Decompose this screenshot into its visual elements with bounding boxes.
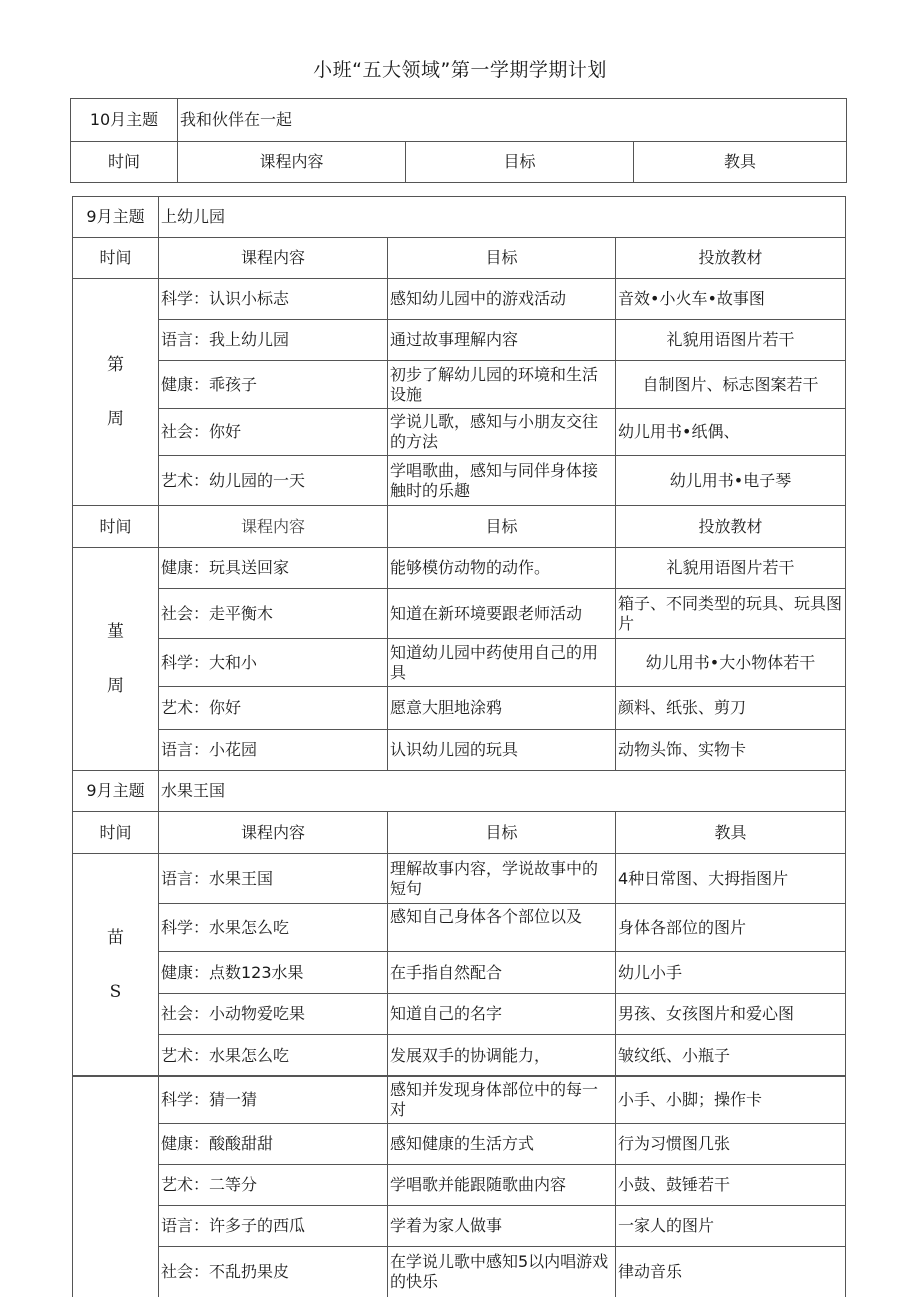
- course-cell: 语言：许多子的西瓜: [159, 1206, 388, 1247]
- goal-cell: 感知健康的生活方式: [388, 1124, 616, 1165]
- material-cell: 颜料、纸张、剪刀: [616, 687, 846, 730]
- material-cell: 一家人的图片: [616, 1206, 846, 1247]
- course-cell: 科学：大和小: [159, 639, 388, 687]
- course-cell: 语言：水果王国: [159, 854, 388, 904]
- material-cell: 幼儿小手: [616, 952, 846, 994]
- course-cell: 健康：酸酸甜甜: [159, 1124, 388, 1165]
- october-theme-table: [70, 98, 847, 183]
- course-cell: 社会：不乱扔果皮: [159, 1247, 388, 1297]
- theme-value: 上幼儿园: [159, 197, 846, 238]
- header-course: 课程内容: [178, 142, 406, 183]
- goal-cell: 初步了解幼儿园的环境和生活设施: [388, 361, 616, 409]
- theme-label: 9月主题: [73, 197, 159, 238]
- theme-label: 10月主题: [71, 99, 178, 142]
- week-label: [73, 279, 159, 506]
- material-cell: 4种日常图、大拇指图片: [616, 854, 846, 904]
- header-goal: 目标: [388, 238, 616, 279]
- material-cell: 幼儿用书•大小物体若干: [616, 639, 846, 687]
- goal-cell: 感知并发现身体部位中的每一对: [388, 1076, 616, 1124]
- header-material: 投放教材: [616, 238, 846, 279]
- course-cell: 健康：玩具送回家: [159, 548, 388, 589]
- header-course: 课程内容: [159, 238, 388, 279]
- page-title: 小班“五大领域”第一学期学期计划: [313, 59, 607, 81]
- goal-cell: 感知幼儿园中的游戏活动: [388, 279, 616, 320]
- goal-cell: 认识幼儿园的玩具: [388, 730, 616, 771]
- header-material: 教具: [634, 142, 847, 183]
- goal-cell: 理解故事内容，学说故事中的短句: [388, 854, 616, 904]
- course-cell: 健康：乖孩子: [159, 361, 388, 409]
- goal-cell: 知道在新环境要跟老师活动: [388, 589, 616, 639]
- material-cell: 箱子、不同类型的玩具、玩具图片: [616, 589, 846, 639]
- material-cell: 礼貌用语图片若干: [616, 548, 846, 589]
- material-cell: 男孩、女孩图片和爱心图: [616, 994, 846, 1035]
- goal-cell: 通过故事理解内容: [388, 320, 616, 361]
- header-material: 投放教材: [616, 506, 846, 548]
- material-cell: 小鼓、鼓锤若干: [616, 1165, 846, 1206]
- header-time: 时间: [73, 238, 159, 279]
- course-cell: 科学：水果怎么吃: [159, 904, 388, 952]
- course-cell: 社会：你好: [159, 409, 388, 456]
- week-label-bottom: 周: [107, 409, 124, 429]
- week-label-top: 堇: [107, 622, 124, 642]
- course-cell: 科学：猜一猜: [159, 1076, 388, 1124]
- goal-cell: 在手指自然配合: [388, 952, 616, 994]
- week-label-bottom: S: [109, 982, 122, 1002]
- goal-cell: 在学说儿歌中感知5以内唱游戏的快乐: [388, 1247, 616, 1297]
- header-goal: 目标: [388, 506, 616, 548]
- material-cell: 自制图片、标志图案若干: [616, 361, 846, 409]
- goal-cell: 学着为家人做事: [388, 1206, 616, 1247]
- material-cell: 小手、小脚；操作卡: [616, 1076, 846, 1124]
- header-course: 课程内容: [159, 812, 388, 854]
- goal-cell: 发展双手的协调能力，: [388, 1035, 616, 1077]
- course-cell: 艺术：水果怎么吃: [159, 1035, 388, 1077]
- goal-cell: 学唱歌曲，感知与同伴身体接触时的乐趣: [388, 456, 616, 506]
- header-time: 时间: [73, 812, 159, 854]
- header-time: 时间: [71, 142, 178, 183]
- course-cell: 社会：小动物爱吃果: [159, 994, 388, 1035]
- course-cell: 社会：走平衡木: [159, 589, 388, 639]
- goal-cell: 知道自己的名字: [388, 994, 616, 1035]
- header-time: 时间: [73, 506, 159, 548]
- goal-cell: 知道幼儿园中药使用自己的用具: [388, 639, 616, 687]
- material-cell: 律动音乐: [616, 1247, 846, 1297]
- course-cell: 科学：认识小标志: [159, 279, 388, 320]
- goal-cell: 能够模仿动物的动作。: [388, 548, 616, 589]
- plan-table: [72, 196, 846, 1077]
- week-label-bottom: 周: [107, 676, 124, 696]
- week-label-top: 苗: [107, 928, 124, 948]
- week-label-top: 第: [107, 355, 124, 375]
- material-cell: 动物头饰、实物卡: [616, 730, 846, 771]
- course-cell: 艺术：二等分: [159, 1165, 388, 1206]
- plan-table-continued: [72, 1075, 846, 1297]
- theme-value: 水果王国: [159, 771, 846, 812]
- course-cell: 语言：我上幼儿园: [159, 320, 388, 361]
- header-goal: 目标: [388, 812, 616, 854]
- course-cell: 健康：点数123水果: [159, 952, 388, 994]
- goal-cell: 感知自己身体各个部位以及: [388, 904, 616, 952]
- header-material: 教具: [616, 812, 846, 854]
- goal-cell: 学说儿歌，感知与小朋友交往的方法: [388, 409, 616, 456]
- header-course: 课程内容: [159, 506, 388, 548]
- material-cell: 幼儿用书•电子琴: [616, 456, 846, 506]
- header-goal: 目标: [406, 142, 634, 183]
- material-cell: 音效•小火车•故事图: [616, 279, 846, 320]
- course-cell: 艺术：幼儿园的一天: [159, 456, 388, 506]
- week-label-empty: [73, 1076, 159, 1297]
- course-cell: 语言：小花园: [159, 730, 388, 771]
- goal-cell: 愿意大胆地涂鸦: [388, 687, 616, 730]
- material-cell: 幼儿用书•纸偶、: [616, 409, 846, 456]
- material-cell: 身体各部位的图片: [616, 904, 846, 952]
- week-label: [73, 854, 159, 1077]
- theme-value: 我和伙伴在一起: [178, 99, 847, 142]
- week-label: [73, 548, 159, 771]
- course-cell: 艺术：你好: [159, 687, 388, 730]
- material-cell: 皱纹纸、小瓶子: [616, 1035, 846, 1077]
- goal-cell: 学唱歌并能跟随歌曲内容: [388, 1165, 616, 1206]
- material-cell: 行为习惯图几张: [616, 1124, 846, 1165]
- theme-label: 9月主题: [73, 771, 159, 812]
- material-cell: 礼貌用语图片若干: [616, 320, 846, 361]
